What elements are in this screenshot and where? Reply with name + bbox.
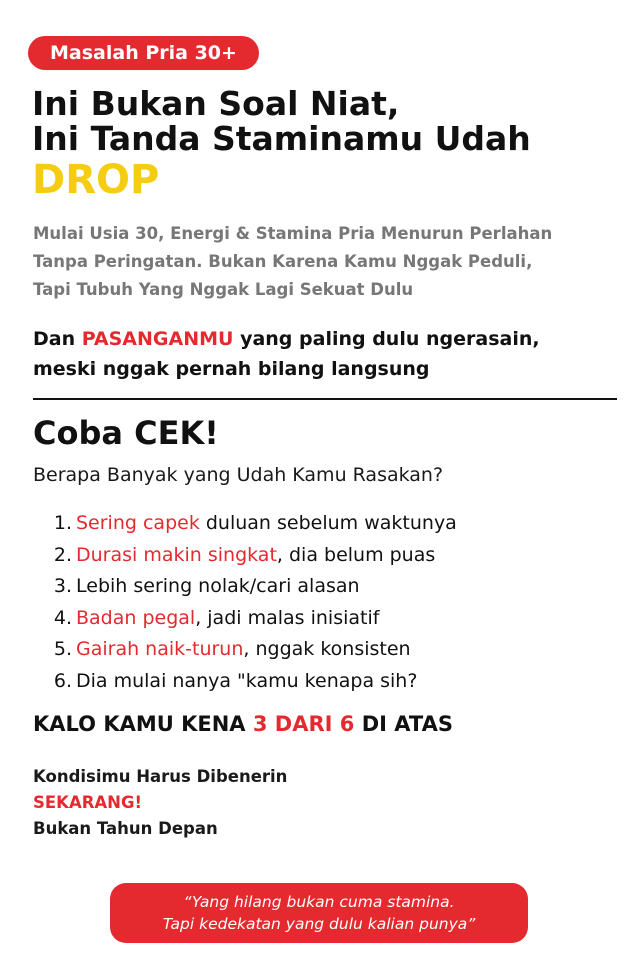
headline-line-1: Ini Bukan Soal Niat,	[32, 84, 400, 123]
symptom-text: , nggak konsisten	[243, 638, 411, 660]
partner-statement	[33, 324, 623, 384]
symptom-highlight: Badan pegal	[76, 606, 196, 629]
symptom-item	[44, 508, 457, 540]
symptom-number: 5.	[53, 638, 72, 660]
condition-highlight: SEKARANG!	[33, 793, 143, 812]
category-badge: Masalah Pria 30+	[28, 36, 259, 70]
quote-line-2: Tapi kedekatan yang dulu kalian punya”	[162, 915, 476, 933]
symptom-number: 1.	[53, 512, 72, 534]
symptom-item	[44, 603, 457, 635]
symptom-text: Lebih sering nolak/cari alasan	[76, 575, 360, 597]
symptom-item	[44, 571, 457, 603]
symptom-highlight: Durasi makin singkat	[76, 543, 277, 566]
symptom-number: 6.	[53, 669, 72, 692]
symptom-text: Dia mulai nanya "kamu kenapa sih?	[76, 669, 418, 692]
headline-highlight: DROP	[32, 157, 160, 203]
headline-line-2: Ini Tanda Staminamu Udah	[32, 119, 531, 158]
headline	[32, 86, 531, 204]
partner-suffix: yang paling dulu ngerasain,	[233, 328, 540, 350]
partner-highlight: PASANGANMU	[81, 328, 234, 350]
quote-box	[110, 883, 528, 943]
symptom-text: duluan sebelum waktunya	[199, 512, 457, 534]
symptom-text: , dia belum puas	[276, 543, 436, 566]
section-divider	[33, 398, 617, 400]
condition-block	[33, 764, 287, 842]
symptom-item	[44, 540, 457, 572]
intro-paragraph	[33, 220, 623, 304]
quote-line-1: “Yang hilang bukan cuma stamina.	[183, 893, 455, 911]
intro-line-2: Tanpa Peringatan. Bukan Karena Kamu Nggak Peduli,	[33, 252, 533, 271]
intro-line-3: Tapi Tubuh Yang Nggak Lagi Sekuat Dulu	[33, 280, 414, 299]
verdict-suffix: DI ATAS	[354, 712, 453, 736]
condition-line-3: Bukan Tahun Depan	[33, 819, 218, 838]
symptom-number: 3.	[53, 575, 72, 597]
symptom-item	[44, 634, 457, 666]
verdict-prefix: KALO KAMU KENA	[33, 712, 253, 736]
symptom-number: 4.	[53, 606, 72, 629]
intro-line-1: Mulai Usia 30, Energi & Stamina Pria Menurun Perlahan	[33, 224, 553, 243]
condition-line-1: Kondisimu Harus Dibenerin	[33, 767, 288, 786]
partner-line-2: meski nggak pernah bilang langsung	[33, 358, 430, 380]
check-question: Berapa Banyak yang Udah Kamu Rasakan?	[33, 464, 444, 486]
symptom-highlight: Gairah naik-turun	[76, 638, 244, 660]
symptom-text: , jadi malas inisiatif	[195, 606, 380, 629]
partner-prefix: Dan	[33, 328, 82, 350]
symptom-number: 2.	[53, 543, 72, 566]
symptom-item	[44, 666, 457, 698]
symptom-highlight: Sering capek	[76, 512, 200, 534]
check-title: Coba CEK!	[33, 414, 219, 452]
verdict-line	[33, 709, 453, 739]
verdict-highlight: 3 DARI 6	[252, 712, 355, 736]
partner-line-1	[33, 324, 623, 354]
symptom-list	[44, 508, 457, 697]
